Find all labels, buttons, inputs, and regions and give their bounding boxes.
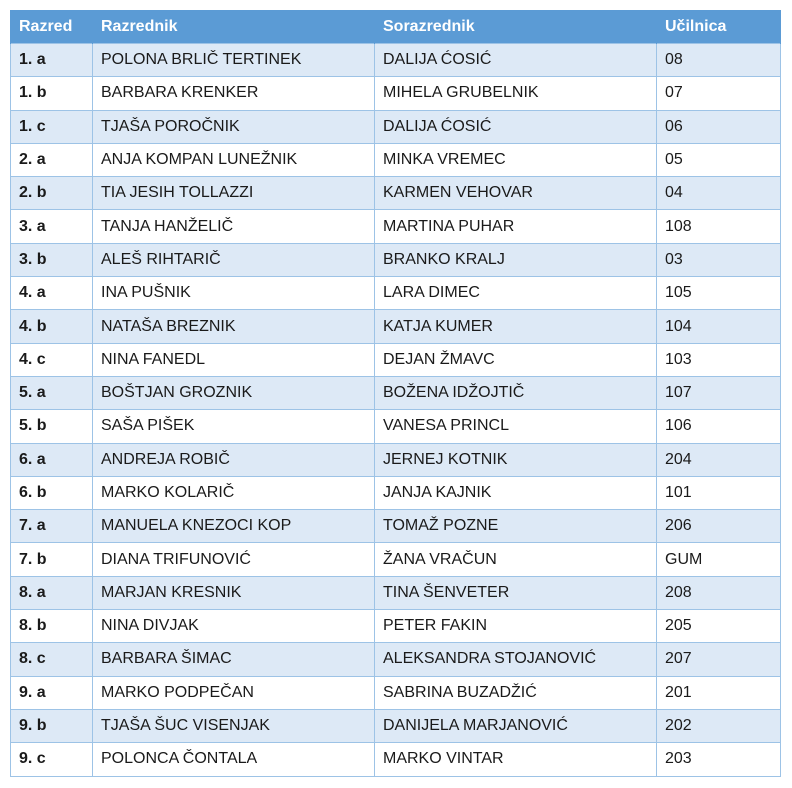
ucilnica-cell: 201 <box>657 676 781 709</box>
ucilnica-cell: 101 <box>657 476 781 509</box>
razred-cell: 8. a <box>11 576 93 609</box>
sorazrednik-cell: TINA ŠENVETER <box>375 576 657 609</box>
sorazrednik-cell: MIHELA GRUBELNIK <box>375 77 657 110</box>
razrednik-cell: ANJA KOMPAN LUNEŽNIK <box>93 143 375 176</box>
sorazrednik-cell: DEJAN ŽMAVC <box>375 343 657 376</box>
sorazrednik-cell: VANESA PRINCL <box>375 410 657 443</box>
table-row <box>11 376 781 409</box>
table-body <box>11 44 781 777</box>
sorazrednik-cell: TOMAŽ POZNE <box>375 510 657 543</box>
table-row <box>11 243 781 276</box>
sorazrednik-cell: MINKA VREMEC <box>375 143 657 176</box>
ucilnica-cell: 104 <box>657 310 781 343</box>
razrednik-cell: DIANA TRIFUNOVIĆ <box>93 543 375 576</box>
razrednik-cell: SAŠA PIŠEK <box>93 410 375 443</box>
table-row <box>11 110 781 143</box>
ucilnica-cell: 07 <box>657 77 781 110</box>
ucilnica-cell: 205 <box>657 610 781 643</box>
sorazrednik-cell: DALIJA ĆOSIĆ <box>375 44 657 77</box>
razrednik-cell: NATAŠA BREZNIK <box>93 310 375 343</box>
table-row <box>11 177 781 210</box>
razred-cell: 1. b <box>11 77 93 110</box>
razred-cell: 4. b <box>11 310 93 343</box>
razrednik-cell: MARKO KOLARIČ <box>93 476 375 509</box>
razred-cell: 2. b <box>11 177 93 210</box>
table-row <box>11 410 781 443</box>
table-row <box>11 643 781 676</box>
razred-cell: 4. a <box>11 277 93 310</box>
table-row <box>11 576 781 609</box>
table-row <box>11 610 781 643</box>
razred-cell: 9. b <box>11 709 93 742</box>
table-row <box>11 210 781 243</box>
header-razrednik: Razrednik <box>93 11 375 44</box>
table-row <box>11 709 781 742</box>
sorazrednik-cell: JERNEJ KOTNIK <box>375 443 657 476</box>
ucilnica-cell: 208 <box>657 576 781 609</box>
ucilnica-cell: 106 <box>657 410 781 443</box>
razrednik-cell: INA PUŠNIK <box>93 277 375 310</box>
razrednik-cell: TIA JESIH TOLLAZZI <box>93 177 375 210</box>
razred-cell: 8. b <box>11 610 93 643</box>
header-ucilnica: Učilnica <box>657 11 781 44</box>
razrednik-cell: POLONCA ČONTALA <box>93 743 375 776</box>
razred-cell: 4. c <box>11 343 93 376</box>
razred-cell: 2. a <box>11 143 93 176</box>
razrednik-cell: MARJAN KRESNIK <box>93 576 375 609</box>
ucilnica-cell: 202 <box>657 709 781 742</box>
razrednik-cell: ALEŠ RIHTARIČ <box>93 243 375 276</box>
razrednik-cell: POLONA BRLIČ TERTINEK <box>93 44 375 77</box>
ucilnica-cell: 04 <box>657 177 781 210</box>
table-row <box>11 277 781 310</box>
header-razred: Razred <box>11 11 93 44</box>
table-row <box>11 676 781 709</box>
razred-cell: 5. a <box>11 376 93 409</box>
razrednik-cell: TJAŠA ŠUC VISENJAK <box>93 709 375 742</box>
razred-cell: 6. a <box>11 443 93 476</box>
sorazrednik-cell: MARTINA PUHAR <box>375 210 657 243</box>
razrednik-cell: BOŠTJAN GROZNIK <box>93 376 375 409</box>
razred-cell: 1. c <box>11 110 93 143</box>
razrednik-cell: NINA DIVJAK <box>93 610 375 643</box>
ucilnica-cell: 207 <box>657 643 781 676</box>
razrednik-cell: MANUELA KNEZOCI KOP <box>93 510 375 543</box>
razrednik-cell: TANJA HANŽELIČ <box>93 210 375 243</box>
ucilnica-cell: 204 <box>657 443 781 476</box>
ucilnica-cell: 05 <box>657 143 781 176</box>
sorazrednik-cell: MARKO VINTAR <box>375 743 657 776</box>
ucilnica-cell: 203 <box>657 743 781 776</box>
razred-cell: 7. a <box>11 510 93 543</box>
header-sorazrednik: Sorazrednik <box>375 11 657 44</box>
class-teachers-table-container <box>10 10 780 777</box>
razrednik-cell: TJAŠA POROČNIK <box>93 110 375 143</box>
ucilnica-cell: 105 <box>657 277 781 310</box>
ucilnica-cell: 06 <box>657 110 781 143</box>
sorazrednik-cell: BRANKO KRALJ <box>375 243 657 276</box>
sorazrednik-cell: DANIJELA MARJANOVIĆ <box>375 709 657 742</box>
table-row <box>11 443 781 476</box>
razred-cell: 5. b <box>11 410 93 443</box>
razred-cell: 1. a <box>11 44 93 77</box>
razred-cell: 6. b <box>11 476 93 509</box>
sorazrednik-cell: KARMEN VEHOVAR <box>375 177 657 210</box>
razred-cell: 3. a <box>11 210 93 243</box>
table-row <box>11 343 781 376</box>
razred-cell: 3. b <box>11 243 93 276</box>
table-header-row <box>11 11 781 44</box>
ucilnica-cell: 03 <box>657 243 781 276</box>
ucilnica-cell: 107 <box>657 376 781 409</box>
razrednik-cell: BARBARA ŠIMAC <box>93 643 375 676</box>
razrednik-cell: NINA FANEDL <box>93 343 375 376</box>
sorazrednik-cell: LARA DIMEC <box>375 277 657 310</box>
table-row <box>11 77 781 110</box>
razrednik-cell: ANDREJA ROBIČ <box>93 443 375 476</box>
sorazrednik-cell: BOŽENA IDŽOJTIČ <box>375 376 657 409</box>
razrednik-cell: BARBARA KRENKER <box>93 77 375 110</box>
sorazrednik-cell: ŽANA VRAČUN <box>375 543 657 576</box>
ucilnica-cell: GUM <box>657 543 781 576</box>
class-teachers-table <box>10 10 781 777</box>
table-row <box>11 543 781 576</box>
razred-cell: 8. c <box>11 643 93 676</box>
sorazrednik-cell: JANJA KAJNIK <box>375 476 657 509</box>
table-row <box>11 510 781 543</box>
table-row <box>11 476 781 509</box>
razred-cell: 9. a <box>11 676 93 709</box>
ucilnica-cell: 103 <box>657 343 781 376</box>
razrednik-cell: MARKO PODPEČAN <box>93 676 375 709</box>
ucilnica-cell: 08 <box>657 44 781 77</box>
razred-cell: 7. b <box>11 543 93 576</box>
table-row <box>11 44 781 77</box>
sorazrednik-cell: ALEKSANDRA STOJANOVIĆ <box>375 643 657 676</box>
sorazrednik-cell: PETER FAKIN <box>375 610 657 643</box>
table-row <box>11 143 781 176</box>
ucilnica-cell: 108 <box>657 210 781 243</box>
ucilnica-cell: 206 <box>657 510 781 543</box>
sorazrednik-cell: DALIJA ĆOSIĆ <box>375 110 657 143</box>
sorazrednik-cell: SABRINA BUZADŽIĆ <box>375 676 657 709</box>
razred-cell: 9. c <box>11 743 93 776</box>
sorazrednik-cell: KATJA KUMER <box>375 310 657 343</box>
table-row <box>11 743 781 776</box>
table-row <box>11 310 781 343</box>
